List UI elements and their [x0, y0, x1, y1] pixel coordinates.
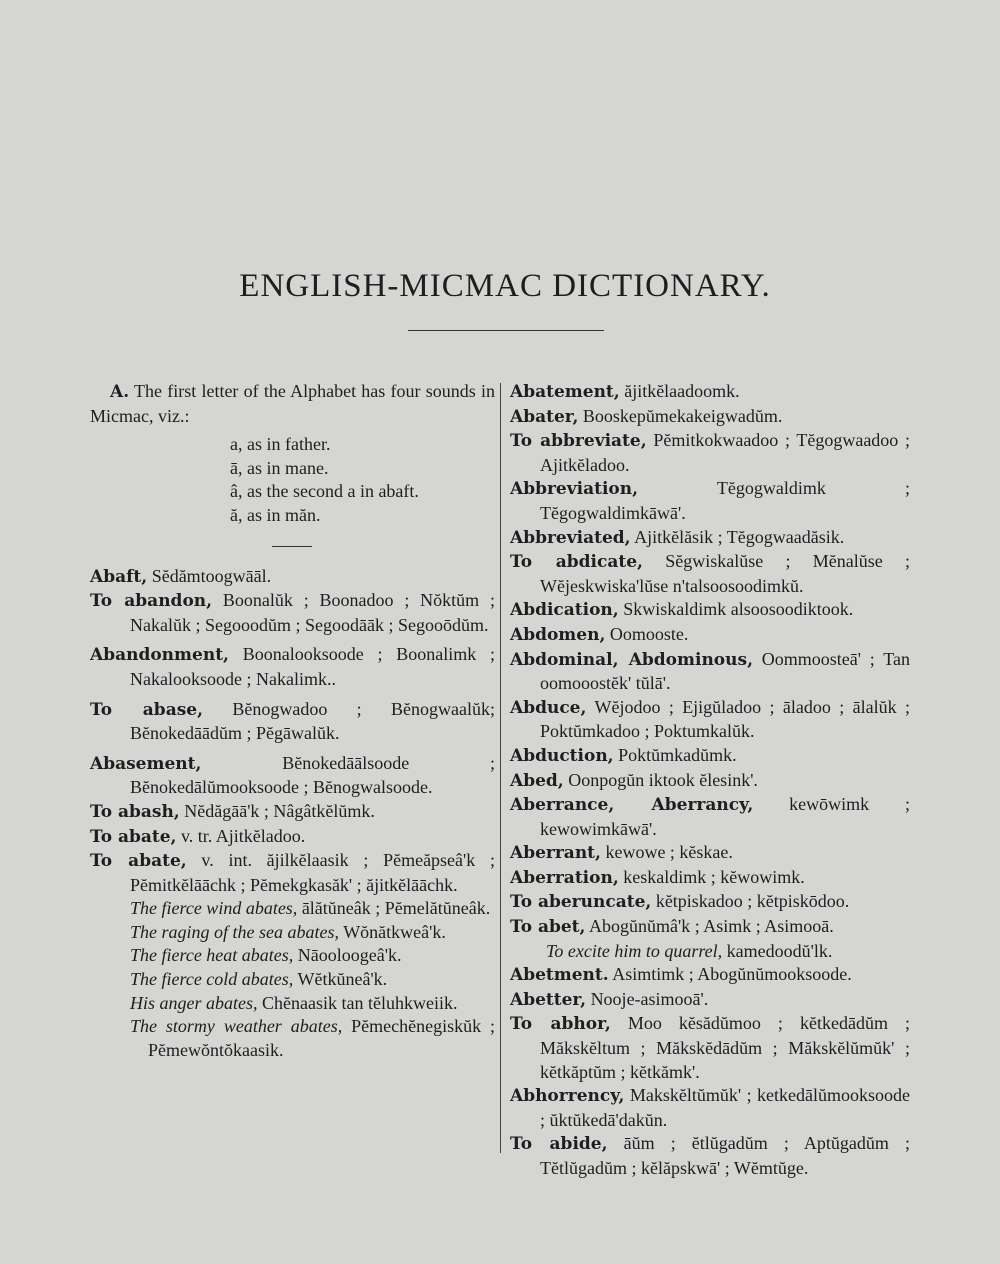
- definition: ăjitkĕlaadoomk.: [624, 381, 740, 401]
- definition: Bĕnogwadoo ; Bĕnogwaalŭk; Bĕnokedāādŭm ; Pĕgāwalŭk.: [130, 698, 495, 744]
- definition: Oonpogŭn iktook ĕlesink'.: [568, 769, 758, 790]
- headword: Abetment.: [510, 965, 609, 986]
- definition: Nooje-asimooā'.: [590, 988, 709, 1009]
- dictionary-entry: [510, 769, 910, 794]
- definition: Wĕjodoo ; Ejigŭladoo ; āladoo ; ālalŭk ; Poktŭmkadoo ; Poktumkalŭk.: [540, 696, 910, 742]
- dictionary-entry: [510, 1012, 910, 1084]
- intro-text: The first letter of the Alphabet has four sounds in Micmac, viz.:: [90, 381, 495, 426]
- example-english: His anger abates,: [130, 992, 258, 1013]
- intro-paragraph: [90, 380, 495, 428]
- headword: Abaft,: [90, 566, 148, 587]
- headword: To abate,: [90, 826, 177, 847]
- dictionary-entry: [90, 752, 495, 800]
- left-column: [90, 380, 495, 1062]
- dictionary-entry: [510, 841, 910, 866]
- definition: Pĕmitkokwaadoo ; Tĕgogwaadoo ; Ajitkĕladoo.: [540, 430, 910, 475]
- headword: To abhor,: [510, 1014, 611, 1035]
- headword: To abbreviate,: [510, 431, 647, 452]
- dictionary-entry: [510, 1132, 910, 1180]
- definition: āŭm ; ĕtlŭgadŭm ; Aptŭgadŭm ; Tĕtlŭgadŭm ; kĕlăpskwā' ; Wĕmtŭge.: [540, 1133, 910, 1178]
- example-micmac: Wĕtkŭneâ'k.: [297, 969, 388, 990]
- dictionary-entry: [510, 623, 910, 648]
- right-column: [510, 380, 910, 1181]
- definition: keskaldimk ; kĕwowimk.: [623, 866, 805, 887]
- usage-example: [90, 968, 495, 992]
- definition: Moo kĕsădŭmoo ; kĕtkedādŭm ; Măkskĕltum ; Măkskĕdādŭm ; Măkskĕlŭmŭk' ; kĕtkăptŭm ; kĕtkămk'.: [540, 1013, 911, 1082]
- example-english: The raging of the sea abates,: [130, 921, 339, 942]
- definition: Boonalooksoode ; Boonalimk ; Nakalooksoode ; Nakalimk..: [130, 644, 496, 689]
- dictionary-entry: [510, 1084, 910, 1132]
- definition: Bĕnokedāālsoode ; Bĕnokedālŭmooksoode ; Bĕnogwalsoode.: [130, 752, 495, 798]
- dictionary-entry: [510, 866, 910, 891]
- headword: Abdomen,: [510, 624, 606, 645]
- example-micmac: Wŏnătkweâ'k.: [343, 921, 446, 942]
- example-micmac: Pĕmechĕnegiskŭk ; Pĕmewŏntŏkaasik.: [148, 1016, 496, 1060]
- definition: Boonalŭk ; Boonadoo ; Nŏktŭm ; Nakalŭk ; Segooodŭm ; Segoodāāk ; Segooōdŭm.: [130, 590, 495, 635]
- definition: Nĕdăgāā'k ; Nâgâtkĕlŭmk.: [184, 800, 375, 821]
- dictionary-entry: [510, 526, 910, 551]
- usage-example: [90, 921, 495, 945]
- definition: Skwiskaldimk alsoosoodiktook.: [623, 599, 854, 620]
- dictionary-entry: [510, 793, 910, 841]
- dictionary-entry: [90, 825, 495, 850]
- dictionary-entry: [510, 405, 910, 430]
- dictionary-entry: [90, 849, 495, 897]
- dictionary-entry: [510, 915, 910, 940]
- definition: kewōwimk ; kewowimkāwā'.: [540, 794, 911, 839]
- section-divider: [272, 546, 312, 547]
- example-english: The fierce cold abates,: [130, 969, 294, 990]
- headword: Abater,: [510, 406, 579, 427]
- definition: Ajitkĕlăsik ; Tĕgogwaadăsik.: [634, 526, 845, 547]
- example-english: The fierce wind abates,: [130, 898, 298, 919]
- headword: Abbreviation,: [510, 479, 639, 500]
- usage-example: [90, 944, 495, 968]
- headword: Abatement,: [510, 382, 620, 402]
- headword: Abhorrency,: [510, 1086, 625, 1107]
- dictionary-entry: [90, 800, 495, 825]
- headword: To abdicate,: [510, 552, 643, 573]
- headword: To abash,: [90, 801, 180, 822]
- dictionary-entry: [510, 429, 910, 477]
- definition: Booskepŭmekakeigwadŭm.: [582, 405, 783, 426]
- headword: Abduction,: [510, 745, 614, 766]
- headword: To abase,: [90, 699, 204, 720]
- definition: Makskĕltŭmŭk' ; ketkedālŭmooksoode ; ŭktŭkedā'dakŭn.: [540, 1085, 910, 1130]
- definition: kewowe ; kĕskae.: [605, 842, 733, 863]
- definition: Tĕgogwaldimk ; Tĕgogwaldimkāwā'.: [540, 478, 910, 523]
- headword: Abduce,: [510, 697, 587, 718]
- intro-letter: A.: [110, 382, 130, 402]
- sound-item: ā, as in mane.: [230, 457, 329, 478]
- example-english: The stormy weather abates,: [130, 1016, 343, 1037]
- dictionary-entry: [90, 698, 495, 746]
- sound-item: ă, as in măn.: [230, 504, 321, 525]
- column-divider: [500, 383, 501, 1153]
- definition: Poktŭmkadŭmk.: [618, 744, 737, 765]
- headword: To abet,: [510, 917, 586, 938]
- title-divider: [408, 330, 604, 331]
- definition: kĕtpiskadoo ; kĕtpiskōdoo.: [655, 891, 850, 912]
- example-micmac: kamedoodŭ'lk.: [726, 940, 833, 961]
- dictionary-entry: [510, 380, 910, 405]
- definition: Abogŭnŭmâ'k ; Asimk ; Asimooā.: [588, 916, 834, 937]
- dictionary-entry: [510, 744, 910, 769]
- sounds-list: [230, 433, 495, 527]
- definition: Oomooste.: [609, 623, 689, 644]
- headword: Aberration,: [510, 867, 619, 888]
- headword: Abasement,: [90, 753, 202, 774]
- dictionary-entry: [510, 696, 910, 744]
- example-micmac: Nāooloogeâ'k.: [297, 945, 402, 966]
- headword: Abetter,: [510, 989, 587, 1010]
- definition: v. tr. Ajitkĕladoo.: [180, 825, 306, 846]
- headword: Abdication,: [510, 600, 619, 621]
- example-english: The fierce heat abates,: [130, 945, 294, 966]
- dictionary-entry: [510, 550, 910, 598]
- dictionary-entry: [510, 890, 910, 915]
- headword: To abide,: [510, 1134, 608, 1155]
- usage-example: [510, 940, 910, 964]
- definition: Asimtimk ; Abogŭnŭmooksoode.: [612, 964, 852, 985]
- definition: Oommoosteā' ; Tan oomooostĕk' tŭlā'.: [540, 648, 910, 694]
- dictionary-entry: [90, 643, 495, 691]
- definition: Sĕdămtoogwāāl.: [151, 565, 272, 586]
- headword: Abbreviated,: [510, 527, 631, 548]
- headword: To abate,: [90, 851, 187, 872]
- sound-item: â, as the second a in abaft.: [230, 481, 419, 502]
- definition: v. int. ăjilkĕlaasik ; Pĕmeăpseâ'k ; Pĕmitkĕlāāchk ; Pĕmekgkasăk' ; ăjitkĕlāāchk.: [130, 850, 495, 895]
- dictionary-entry: [90, 565, 495, 590]
- headword: Abdominal, Abdominous,: [510, 649, 753, 670]
- dictionary-entry: [510, 477, 910, 525]
- dictionary-entry: [510, 963, 910, 988]
- page-title: ENGLISH-MICMAC DICTIONARY.: [239, 268, 771, 305]
- headword: Aberrant,: [510, 843, 601, 864]
- headword: Abandonment,: [90, 645, 229, 666]
- headword: To abandon,: [90, 591, 213, 612]
- example-micmac: Chĕnaasik tan tĕluhkweiik.: [262, 992, 458, 1013]
- dictionary-entry: [510, 648, 910, 696]
- dictionary-entry: [510, 598, 910, 623]
- sound-item: a, as in father.: [230, 434, 331, 455]
- usage-example: [90, 897, 495, 921]
- dictionary-entry: [510, 988, 910, 1013]
- dictionary-entry: [90, 589, 495, 637]
- headword: Abed,: [510, 770, 564, 791]
- example-micmac: ālătŭneâk ; Pĕmelătŭneâk.: [301, 898, 491, 919]
- usage-example: [90, 1015, 495, 1062]
- definition: Sĕgwiskalŭse ; Mĕnalŭse ; Wĕjeskwiska'lŭse n'talsoosoodimkŭ.: [540, 551, 910, 596]
- usage-example: [90, 992, 495, 1016]
- example-english: To excite him to quarrel,: [546, 940, 723, 961]
- headword: To aberuncate,: [510, 892, 652, 913]
- headword: Aberrance, Aberrancy,: [510, 795, 754, 816]
